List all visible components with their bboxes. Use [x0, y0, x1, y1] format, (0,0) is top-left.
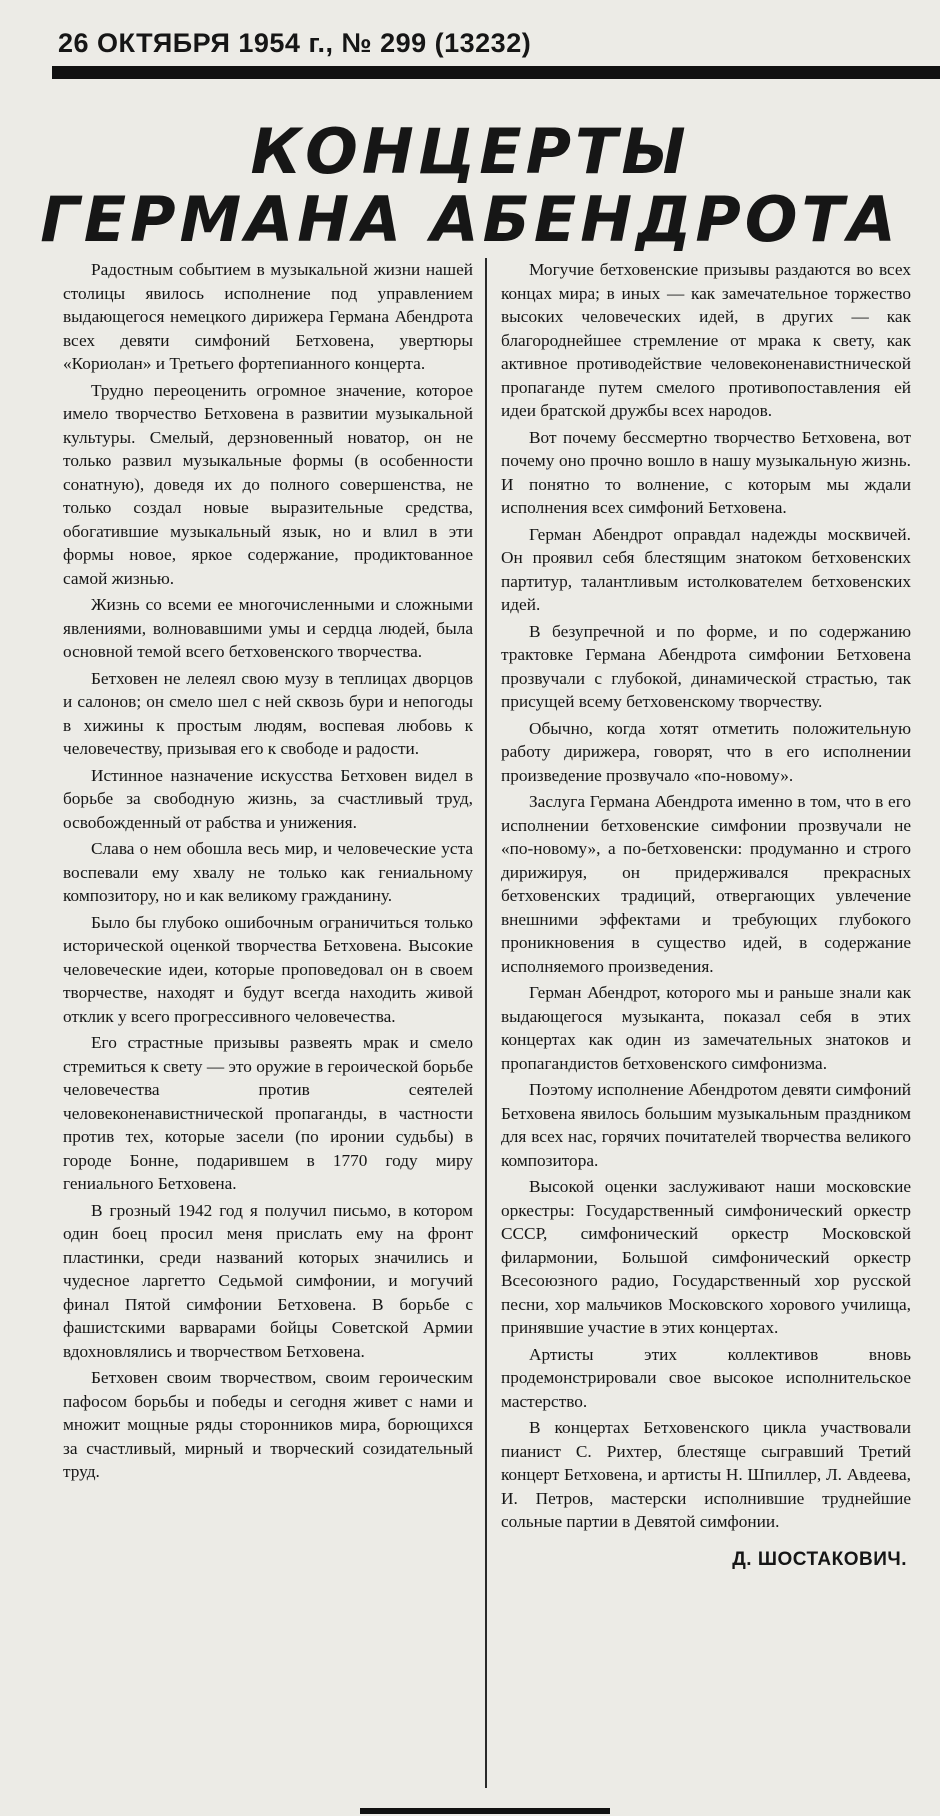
column-divider — [485, 258, 487, 1788]
paragraph: Высокой оценки заслуживают наши московские оркестры: Государственный симфонический оркестр СССР, симфонический оркестр Московской филармонии, Большой симфонический оркестр Всесоюзного радио, Государственный хор русской песни, хор мальчиков Московского хорового училища, принявшие участие в этих концертах. — [501, 1177, 911, 1337]
paragraph: Заслуга Германа Абендрота именно в том, что в его исполнении бетховенские симфонии прозвучали не «по-новому», а по-бетховенски: продуманно и строго дирижируя, он придерживался прекрасных бетховенских традиций, отвергающих увлечение внешними эффектами и требующих глубокого проникновения в существо идей, в содержание исполняемого произведения. — [501, 792, 911, 976]
paragraph: Могучие бетховенские призывы раздаются во всех концах мира; в иных — как замечательное торжество высоких человеческих идей, в других — как благороднейшее стремление от мрака к свету, как активное противодействие человеконенавистнической пропаганде путем смелого противопоставления ей идеи братской дружбы всех народов. — [501, 260, 911, 420]
paragraph: В безупречной и по форме, и по содержанию трактовке Германа Абендрота симфонии Бетховена прозвучали с глубокой, динамической страстью, так присущей всему бетховенскому творчеству. — [501, 621, 911, 711]
paragraph: Поэтому исполнение Абендротом девяти симфоний Бетховена явилось большим музыкальным праздником для всех нас, горячих почитателей творчества великого композитора. — [501, 1080, 911, 1170]
headline-line-2: ГЕРМАНА АБЕНДРОТА — [40, 183, 900, 256]
paragraph: Истинное назначение искусства Бетховен видел в борьбе за свободную жизнь, за счастливый труд, освобожденный от рабства и унижения. — [63, 765, 473, 832]
paragraph: Трудно переоценить огромное значение, которое имело творчество Бетховена в развитии музыкальной культуры. Смелый, дерзновенный новатор, он не только развил музыкальные формы (в особенности сонатную), доведя их до полного совершенства, не только создал новые выразительные средства, обогатившие музыкальный язык, но и влил в эти формы новое, яркое содержание, продиктованное самой жизнью. — [63, 380, 473, 588]
header-rule — [52, 66, 940, 79]
paragraph: Радостным событием в музыкальной жизни нашей столицы явилось исполнение под управлением выдающегося немецкого дирижера Германа Абендрота всех девяти симфоний Бетховена, увертюры «Кориолан» и Третьего фортепианного концерта. — [63, 260, 473, 373]
paragraph: В концертах Бетховенского цикла участвовали пианист С. Рихтер, блестяще сыгравший Третий концерт Бетховена, и артисты Н. Шпиллер, Л. Авдеева, И. Петров, мастерски исполнившие труднейшие сольные партии в Девятой симфонии. — [501, 1418, 911, 1531]
author-signature: Д. ШОСТАКОВИЧ. — [732, 1548, 907, 1570]
footer-rule — [360, 1808, 610, 1814]
issue-header: 26 ОКТЯБРЯ 1954 г., № 299 (13232) — [58, 28, 532, 58]
paragraph: Герман Абендрот, которого мы и раньше знали как выдающегося музыканта, показал себя в этих концертах как один из замечательных знатоков и пропагандистов бетховенского симфонизма. — [501, 983, 911, 1073]
paragraph: Вот почему бессмертно творчество Бетховена, вот почему оно прочно вошло в нашу музыкальную жизнь. И понятно то волнение, с которым мы ждали исполнения всех симфоний Бетховена. — [501, 427, 911, 517]
headline-line-1: КОНЦЕРТЫ — [250, 115, 690, 188]
paragraph: Было бы глубоко ошибочным ограничиться только исторической оценкой творчества Бетховена. Высокие человеческие идеи, которые проповедовал он в своем творчестве, находят и будут всегда находить живой отклик у всего прогрессивного человечества. — [63, 912, 473, 1026]
paragraph: В грозный 1942 год я получил письмо, в котором один боец просил меня прислать ему на фронт пластинки, среди названий которых значились и чудесное ларгетто Седьмой симфонии, и могучий финал Пятой симфонии Бетховена. В борьбе с фашистскими варварами бойцы Советской Армии вдохновлялись и творчеством Бетховена. — [63, 1200, 473, 1361]
paragraph: Жизнь со всеми ее многочисленными и сложными явлениями, волновавшими умы и сердца людей, была основной темой всего бетховенского творчества. — [63, 595, 473, 661]
paragraph: Артисты этих коллективов вновь продемонстрировали свое высокое исполнительское мастерство. — [501, 1344, 911, 1411]
paragraph: Слава о нем обошла весь мир, и человеческие уста воспевали ему хвалу не только как гениальному композитору, но и как великому гражданину. — [63, 839, 473, 905]
paragraph: Герман Абендрот оправдал надежды москвичей. Он проявил себя блестящим знатоком бетховенских партитур, талантливым истолкователем бетховенских идей. — [501, 524, 911, 614]
article-right-column — [501, 258, 911, 1571]
article-left-column — [63, 258, 473, 1487]
paragraph: Обычно, когда хотят отметить положительную работу дирижера, говорят, что в его исполнении произведение прозвучало «по-новому». — [501, 718, 911, 785]
paragraph: Его страстные призывы развеять мрак и смело стремиться к свету — это оружие в героической борьбе человечества против сеятелей человеконенавистнической пропаганды, в частности против тех, которые засели (по иронии судьбы) в городе Бонне, подарившем в 1770 году миру гениального Бетховена. — [63, 1033, 473, 1193]
paragraph: Бетховен не лелеял свою музу в теплицах дворцов и салонов; он смело шел с ней сквозь бури и непогоды в хижины к простым людям, воспевая любовь к человечеству, призывая его к свободе и радости. — [63, 668, 473, 758]
paragraph: Бетховен своим творчеством, своим героическим пафосом борьбы и победы и сегодня живет с нами и множит мощные ряды сторонников мира, борющихся за счастливый, мирный и творческий созидательный труд. — [63, 1368, 473, 1481]
